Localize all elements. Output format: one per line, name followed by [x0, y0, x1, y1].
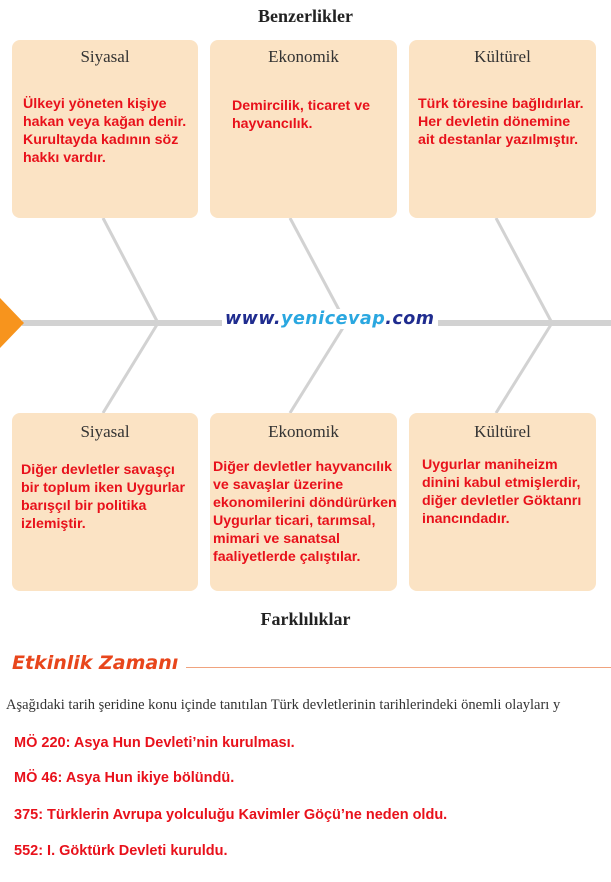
card-text-line: hayvancılık. — [232, 116, 313, 132]
bone-top-3 — [496, 218, 552, 323]
watermark-link: www.yenicevap.com — [222, 309, 438, 329]
card-text-line: ekonomilerini döndürürken — [213, 495, 397, 511]
differences-title: Farklılıklar — [260, 609, 351, 629]
card-text-line: mimari ve sanatsal — [213, 531, 340, 547]
card-text-line: hakan veya kağan denir. — [23, 114, 187, 130]
card-text-line: Uygurlar ticari, tarımsal, — [213, 513, 376, 529]
card-text-line: Diğer devletler hayvancılık — [213, 459, 393, 475]
card-text-line: Her devletin döneminе — [418, 114, 571, 130]
card-political-similar — [12, 40, 198, 218]
card-political-different — [12, 413, 198, 591]
card-text-line: ve savaşlar üzerine — [213, 477, 344, 493]
card-heading: Siyasal — [80, 422, 130, 441]
card-heading: Ekonomik — [268, 47, 339, 66]
activity-divider — [186, 667, 611, 668]
bone-bottom-1 — [103, 323, 158, 413]
activity-title: Etkinlik Zamanı — [12, 652, 179, 674]
timeline-event: 375: Türklerin Avrupa yolculuğu Kavimler Göçü’ne neden oldu. — [14, 807, 448, 823]
timeline-event: MÖ 46: Asya Hun ikiye bölündü. — [14, 770, 235, 786]
card-text-line: Demircilik, ticaret ve — [232, 98, 371, 114]
card-cultural-similar — [409, 40, 596, 218]
arrow-head — [0, 298, 24, 348]
card-text-line: diğer devletler Göktanrı — [422, 493, 582, 509]
card-text-line: Ülkeyi yöneten kişiye — [23, 96, 167, 112]
card-text-line: izlemiştir. — [21, 516, 86, 532]
card-text-line: Türk töresine bağlıdırlar. — [418, 96, 584, 112]
card-heading: Ekonomik — [268, 422, 339, 441]
card-heading: Kültürel — [474, 422, 531, 441]
card-text-line: bir toplum iken Uygurlar — [21, 480, 185, 496]
card-text-line: hakkı vardır. — [23, 150, 106, 166]
card-text-line: dinini kabul etmişlerdir, — [422, 475, 581, 491]
card-text-line: faaliyetlerde çalıştılar. — [213, 549, 361, 565]
timeline-event: MÖ 220: Asya Hun Devleti’nin kurulması. — [14, 735, 295, 751]
timeline-event: 552: I. Göktürk Devleti kuruldu. — [14, 843, 228, 859]
bone-bottom-2 — [290, 323, 346, 413]
card-heading: Siyasal — [80, 47, 130, 66]
card-text-line: Diğer devletler savaşçı — [21, 462, 175, 478]
similarities-title: Benzerlikler — [258, 6, 353, 26]
card-text-line: ait destanlar yazılmıştır. — [418, 132, 579, 148]
activity-instruction: Aşağıdaki tarih şeridine konu içinde tanıtılan Türk devletlerinin tarihlerindeki önemli olayları y — [6, 697, 561, 713]
card-economic-similar — [210, 40, 397, 218]
card-text-line: Uygurlar maniheizm — [422, 457, 558, 473]
card-text-line: Kurultayda kadının söz — [23, 132, 179, 148]
bone-top-1 — [103, 218, 158, 323]
card-cultural-different — [409, 413, 596, 591]
bone-top-2 — [290, 218, 346, 323]
bone-bottom-3 — [496, 323, 552, 413]
card-text-line: inancındadır. — [422, 511, 510, 527]
card-economic-different — [210, 413, 397, 591]
card-text-line: barışçıl bir politika — [21, 498, 147, 514]
card-heading: Kültürel — [474, 47, 531, 66]
